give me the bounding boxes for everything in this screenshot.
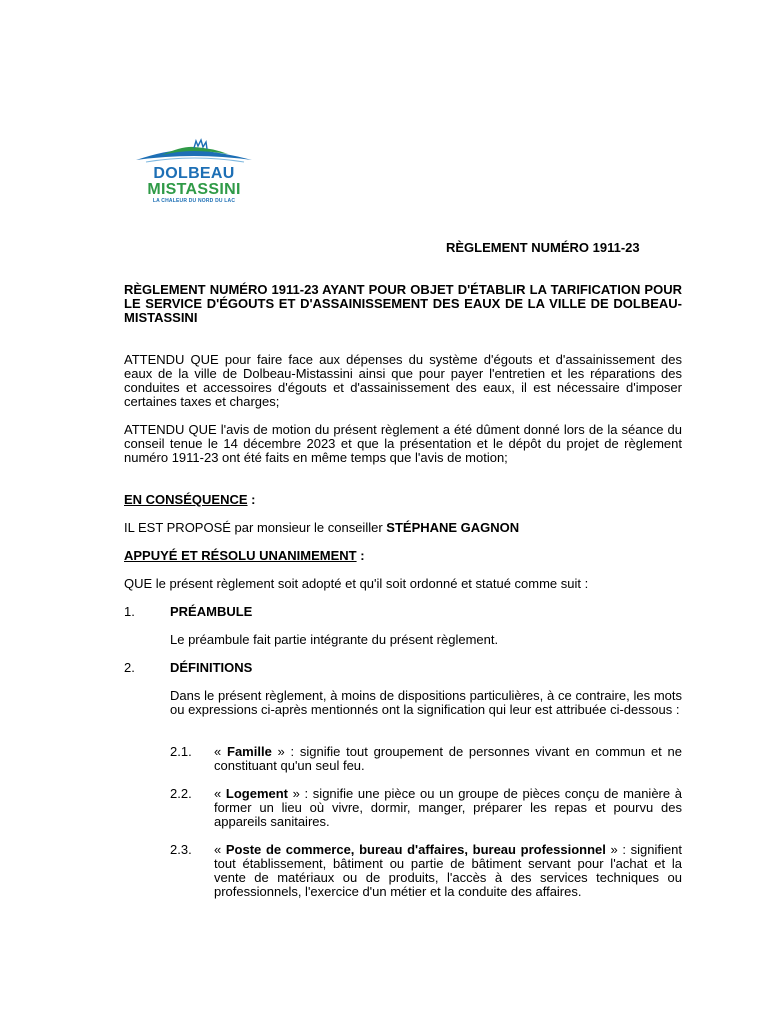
councillor-name: STÉPHANE GAGNON xyxy=(386,520,520,535)
definition-body: » : signifie une pièce ou un groupe de pièces conçu de manière à former un lieu où vivre, dormir, manger, préparer les repas et pourvu des appareils sanitaires. xyxy=(214,786,682,829)
seconded-colon: : xyxy=(356,548,365,563)
definition-term: Famille xyxy=(227,744,272,759)
city-logo xyxy=(132,138,256,208)
section-2-number: 2. xyxy=(124,660,135,675)
regulation-title: RÈGLEMENT NUMÉRO 1911-23 AYANT POUR OBJET D'ÉTABLIR LA TARIFICATION POUR LE SERVICE D'ÉGOUTS ET D'ASSAINISSEMENT DES EAUX DE LA VILLE DE DOLBEAU-MISTASSINI xyxy=(124,282,682,325)
logo-tagline: LA CHALEUR DU NORD DU LAC xyxy=(152,198,236,204)
section-1-number: 1. xyxy=(124,604,135,619)
consequence-label: EN CONSÉQUENCE xyxy=(124,492,248,507)
definition-body: » : signifie tout groupement de personnes vivant en commun et ne constituant qu'un seul feu. xyxy=(214,744,683,773)
section-1-title: PRÉAMBULE xyxy=(170,604,253,619)
section-2-title: DÉFINITIONS xyxy=(170,660,253,675)
seconded-heading xyxy=(124,549,682,563)
definition-term: Poste de commerce, bureau d'affaires, bureau professionnel xyxy=(225,842,606,857)
definition-2-2-number: 2.2. xyxy=(170,786,192,801)
consequence-colon: : xyxy=(247,492,256,507)
quote-open: « xyxy=(214,786,226,801)
definition-2-1-number: 2.1. xyxy=(170,744,192,759)
logo-line1: DOLBEAU xyxy=(153,165,235,182)
definition-term: Logement xyxy=(225,786,289,801)
proposed-by-prefix: IL EST PROPOSÉ par monsieur le conseiller xyxy=(124,520,387,535)
logo-landscape-icon xyxy=(132,138,256,166)
definition-2-3-number: 2.3. xyxy=(170,842,192,857)
resolution-statement: QUE le présent règlement soit adopté et qu'il soit ordonné et statué comme suit : xyxy=(124,576,589,591)
consequence-heading xyxy=(124,493,682,507)
quote-open: « xyxy=(214,842,226,857)
definition-2-2-text xyxy=(214,787,682,829)
section-1-text: Le préambule fait partie intégrante du présent règlement. xyxy=(170,632,499,647)
definition-2-1-text xyxy=(214,745,682,773)
quote-open: « xyxy=(214,744,227,759)
seconded-label: APPUYÉ ET RÉSOLU UNANIMEMENT xyxy=(124,548,357,563)
regulation-number: RÈGLEMENT NUMÉRO 1911-23 xyxy=(446,240,640,255)
definition-2-3-text xyxy=(214,843,682,899)
logo-line2: MISTASSINI xyxy=(147,181,241,198)
whereas-clause-1: ATTENDU QUE pour faire face aux dépenses du système d'égouts et d'assainissement des eaux de la ville de Dolbeau-Mistassini ainsi que pour payer l'entretien et les réparations des conduites et accessoires d'égouts et d'assainissement des eaux, il est nécessaire d'imposer certaines taxes et charges; xyxy=(124,352,682,409)
definition-body: » : signifient tout établissement, bâtiment ou partie de bâtiment servant pour l'achat et la vente de matériaux ou de produits, l'accès à des services techniques ou professionnels, l'exercice d'un métier et la conduite des affaires. xyxy=(214,842,682,899)
whereas-clause-2: ATTENDU QUE l'avis de motion du présent règlement a été dûment donné lors de la séance du conseil tenue le 14 décembre 2023 et que la présentation et le dépôt du projet de règlement numéro 1911-23 ont été faits en même temps que l'avis de motion; xyxy=(124,422,682,465)
proposed-by-line xyxy=(124,521,682,535)
section-2-text: Dans le présent règlement, à moins de dispositions particulières, à ce contraire, les mots ou expressions ci-après mentionnés ont la signification qui leur est attribuée ci-dessous : xyxy=(170,688,682,717)
